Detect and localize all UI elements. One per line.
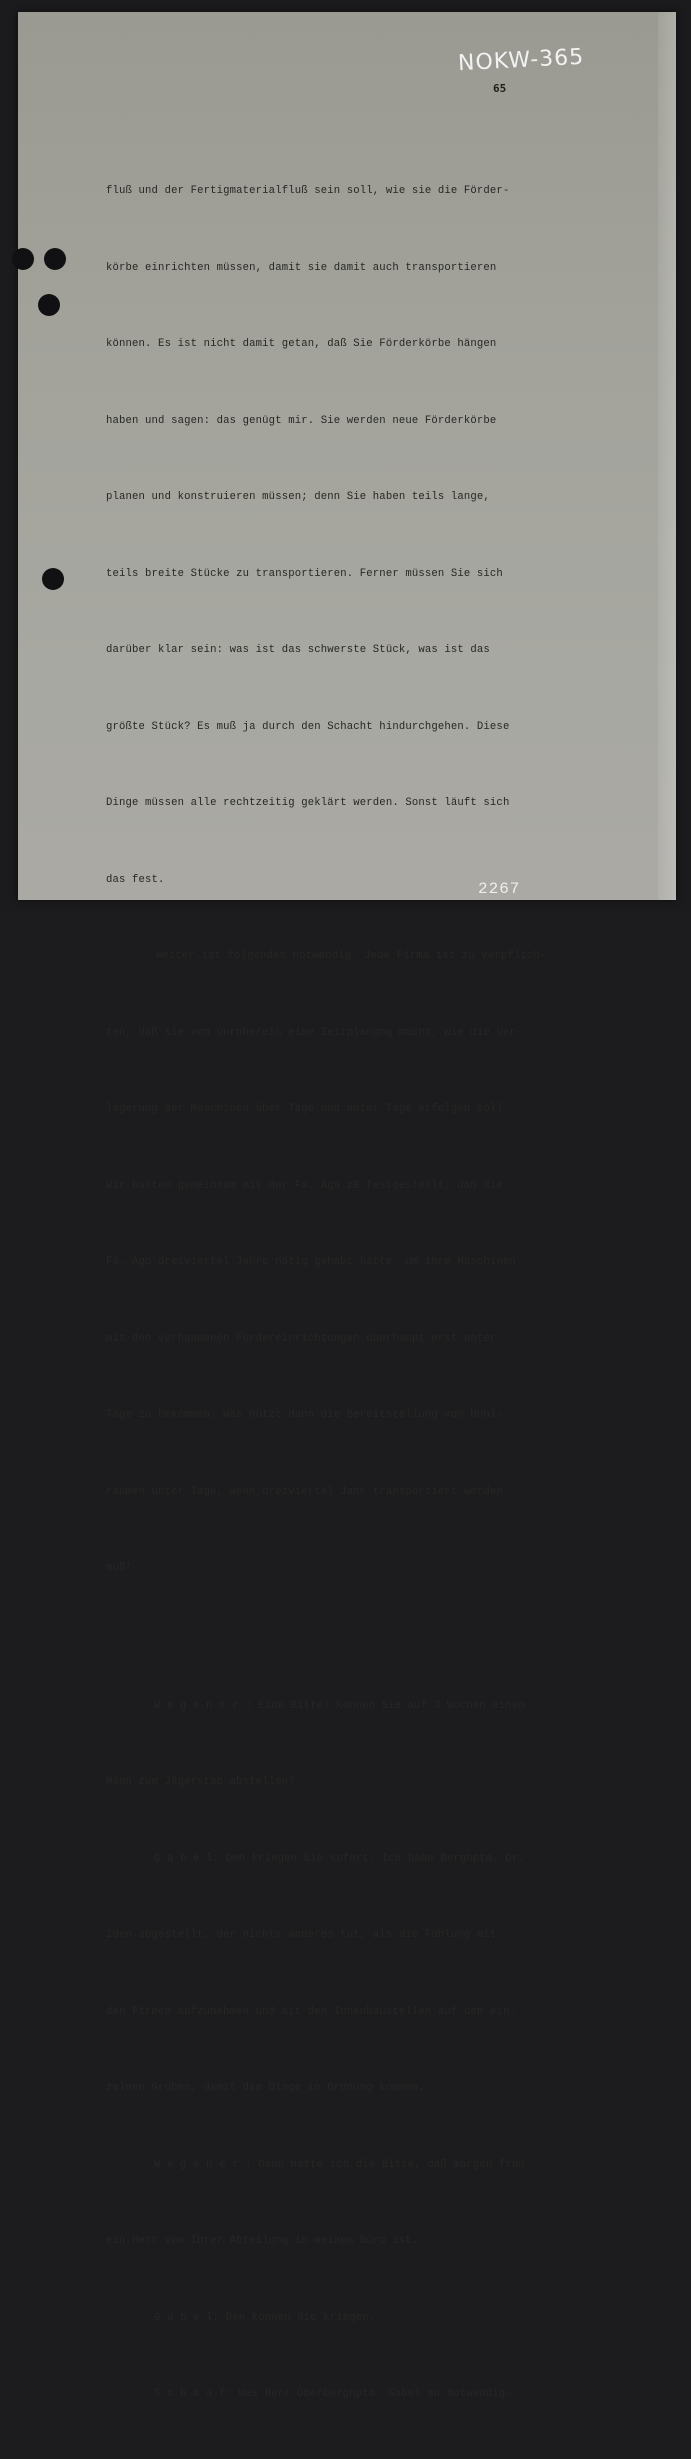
- text-line: können. Es ist nicht damit getan, daß Sie Förderkörbe hängen: [106, 338, 497, 350]
- text-line: Tage zu bekommen. Was nützt dann die Bereitstellung von Hohl-: [106, 1409, 503, 1421]
- text-line: fluß und der Fertigmaterialfluß sein soll, wie sie die Förder-: [106, 185, 510, 197]
- text-line: ein Herr von Ihrer Abteilung in meinem Büro ist.: [106, 2235, 419, 2247]
- page-number: 65: [493, 82, 507, 95]
- text-line: zelnen Gruben, damit die Dinge in Ordnung kommen.: [106, 2082, 425, 2094]
- punch-hole-icon: [44, 248, 66, 270]
- page-edge-shadow: [658, 12, 676, 900]
- text-line: Dinge müssen alle rechtzeitig geklärt werden. Sonst läuft sich: [106, 797, 510, 809]
- archive-stamp: NOKW-365: [457, 44, 585, 77]
- text-line: größte Stück? Es muß ja durch den Schacht hindurchgehen. Diese: [106, 720, 510, 733]
- text-line: Wir hatten gemeinsam mit der Fa. Ago zB festgestellt, daß die: [106, 1179, 503, 1192]
- text-line: Fa. Ago dreiviertel Jahre nötig gehabt hätte, um ihre Maschinen: [106, 1256, 516, 1268]
- speaker-line: G a b e l: Den kriegen Sie sofort. Ich habe Berghptm. Dr.: [154, 1852, 525, 1865]
- text-line: Iden abgestellt, der nichts anderes tut, als die Fühlung mit: [106, 1929, 497, 1941]
- text-line: das fest.: [106, 873, 165, 886]
- punch-hole-icon: [42, 568, 64, 590]
- speaker-line: S c h a a f: Was Herr Oberberghptm. Gabel an Notwendig-: [154, 2388, 512, 2400]
- text-line: lagerung der Maschinen über Tage und unter Tage erfolgen soll.: [106, 1103, 510, 1115]
- typed-text-body: [106, 128, 596, 2459]
- punch-hole-icon: [12, 248, 34, 270]
- scanned-page: [18, 12, 676, 2400]
- text-line: haben und sagen: das genügt mir. Sie werden neue Förderkörbe: [106, 414, 497, 427]
- speaker-line: W e g e n e r : Eine Bitte! Können Sie auf 3 Wochen einen: [154, 1699, 525, 1712]
- text-line: den Firmen aufzunehmen und mit den Innenbaustellen auf den ein-: [106, 2005, 516, 2018]
- text-line: darüber klar sein: was ist das schwerste Stück, was ist das: [106, 644, 490, 656]
- text-line: planen und konstruieren müssen; denn Sie haben teils lange,: [106, 491, 490, 503]
- text-line: Weiter ist folgendes notwendig. Jede Firma ist zu verpflich-: [156, 950, 547, 962]
- text-line: körbe einrichten müssen, damit sie damit auch transportieren: [106, 261, 497, 274]
- speaker-line: G a b e l: Den können Sie kriegen.: [154, 2311, 376, 2324]
- text-line: muß!: [106, 1562, 133, 1574]
- document-footer-number: 2267: [478, 880, 521, 898]
- text-line: räumen unter Tage, wenn dreiviertel Jahr transportiert werden: [106, 1485, 503, 1498]
- text-line: mit den vorhandenen Fördereinrichtungen überhaupt erst unter: [106, 1332, 497, 1345]
- text-line: ten, daß sie von vornherein eine Zeitplanung macht, wie die Ver-: [106, 1026, 523, 1039]
- punch-hole-icon: [38, 294, 60, 316]
- text-line: teils breite Stücke zu transportieren. Ferner müssen Sie sich: [106, 567, 503, 580]
- speaker-line: W e g e n e r : Dann hätte ich die Bitte, daß morgen früh: [154, 2158, 525, 2171]
- text-line: Mann zum Jägerstab abstellen?: [106, 1776, 295, 1788]
